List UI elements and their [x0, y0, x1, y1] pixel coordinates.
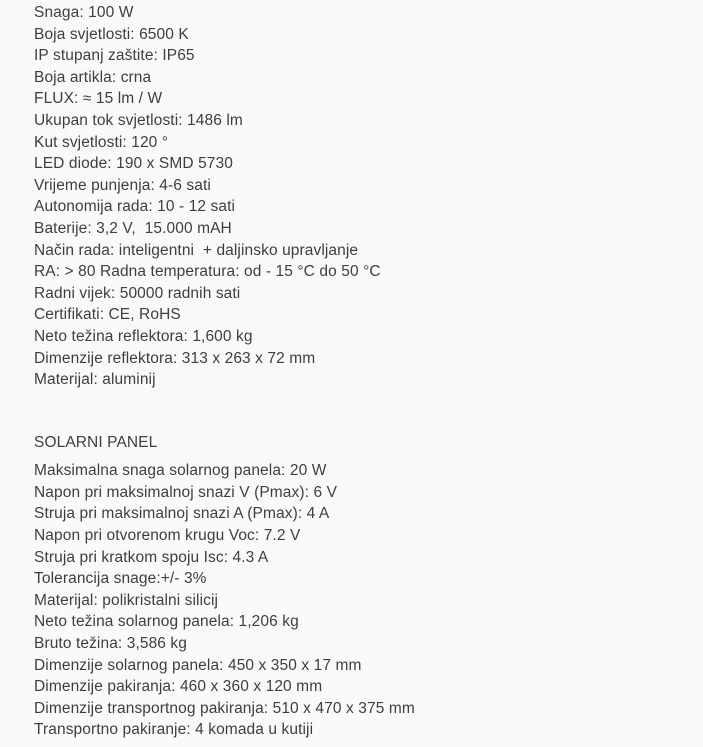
spec-line-net-weight-panel: Neto težina solarnog panela: 1,206 kg: [34, 613, 299, 631]
spec-line-transport-packaging: Transportno pakiranje: 4 komada u kutiji: [34, 721, 314, 739]
spec-line-batteries: Baterije: 3,2 V, 15.000 mAH: [34, 219, 232, 237]
spec-line-power: Snaga: 100 W: [34, 4, 134, 21]
spec-line-operation-mode: Način rada: inteligentni + daljinsko upravljanje: [34, 241, 359, 259]
solar-panel-spec-list: [34, 460, 683, 741]
spec-line-net-weight-reflector: Neto težina reflektora: 1,600 kg: [34, 327, 253, 345]
spec-line-dimensions-reflector: Dimenzije reflektora: 313 x 263 x 72 mm: [34, 349, 316, 367]
spec-line-item-color: Boja artikla: crna: [34, 68, 152, 86]
spec-line-led-diodes: LED diode: 190 x SMD 5730: [34, 155, 233, 173]
spec-line-beam-angle: Kut svjetlosti: 120 °: [34, 133, 169, 151]
spec-line-current-pmax: Struja pri maksimalnoj snazi A (Pmax): 4 A: [34, 505, 330, 523]
spec-line-total-flux: Ukupan tok svjetlosti: 1486 lm: [34, 111, 243, 129]
spec-line-light-color: Boja svjetlosti: 6500 K: [34, 25, 189, 43]
spec-line-lifespan: Radni vijek: 50000 radnih sati: [34, 284, 241, 302]
spec-line-material-panel: Materijal: polikristalni silicij: [34, 591, 219, 609]
spec-line-certificates: Certifikati: CE, RoHS: [34, 306, 181, 324]
spec-line-charge-time: Vrijeme punjenja: 4-6 sati: [34, 176, 211, 194]
spec-line-power-tolerance: Tolerancija snage:+/- 3%: [34, 570, 207, 588]
spec-line-dimensions-transport: Dimenzije transportnog pakiranja: 510 x 470 x 375 mm: [34, 699, 415, 717]
spec-line-ra-temperature: RA: > 80 Radna temperatura: od - 15 °C do 50 °C: [34, 263, 381, 281]
spec-line-voltage-pmax: Napon pri maksimalnoj snazi V (Pmax): 6 V: [34, 483, 338, 501]
section-heading-solar-panel: SOLARNI PANEL: [34, 433, 158, 451]
spec-line-open-circuit-voltage: Napon pri otvorenom krugu Voc: 7.2 V: [34, 527, 301, 545]
spec-line-autonomy: Autonomija rada: 10 - 12 sati: [34, 198, 236, 216]
spec-line-material-reflector: Materijal: aluminij: [34, 371, 156, 389]
spec-line-dimensions-packaging: Dimenzije pakiranja: 460 x 360 x 120 mm: [34, 678, 323, 696]
spec-line-flux: FLUX: ≈ 15 lm / W: [34, 90, 163, 108]
spec-line-ip-rating: IP stupanj zaštite: IP65: [34, 47, 195, 65]
spec-line-short-circuit-current: Struja pri kratkom spoju Isc: 4.3 A: [34, 548, 269, 566]
reflector-spec-list: [34, 2, 683, 391]
spec-line-gross-weight: Bruto težina: 3,586 kg: [34, 635, 187, 653]
spec-line-max-panel-power: Maksimalna snaga solarnog panela: 20 W: [34, 462, 327, 480]
spec-line-dimensions-panel: Dimenzije solarnog panela: 450 x 350 x 17 mm: [34, 656, 362, 674]
